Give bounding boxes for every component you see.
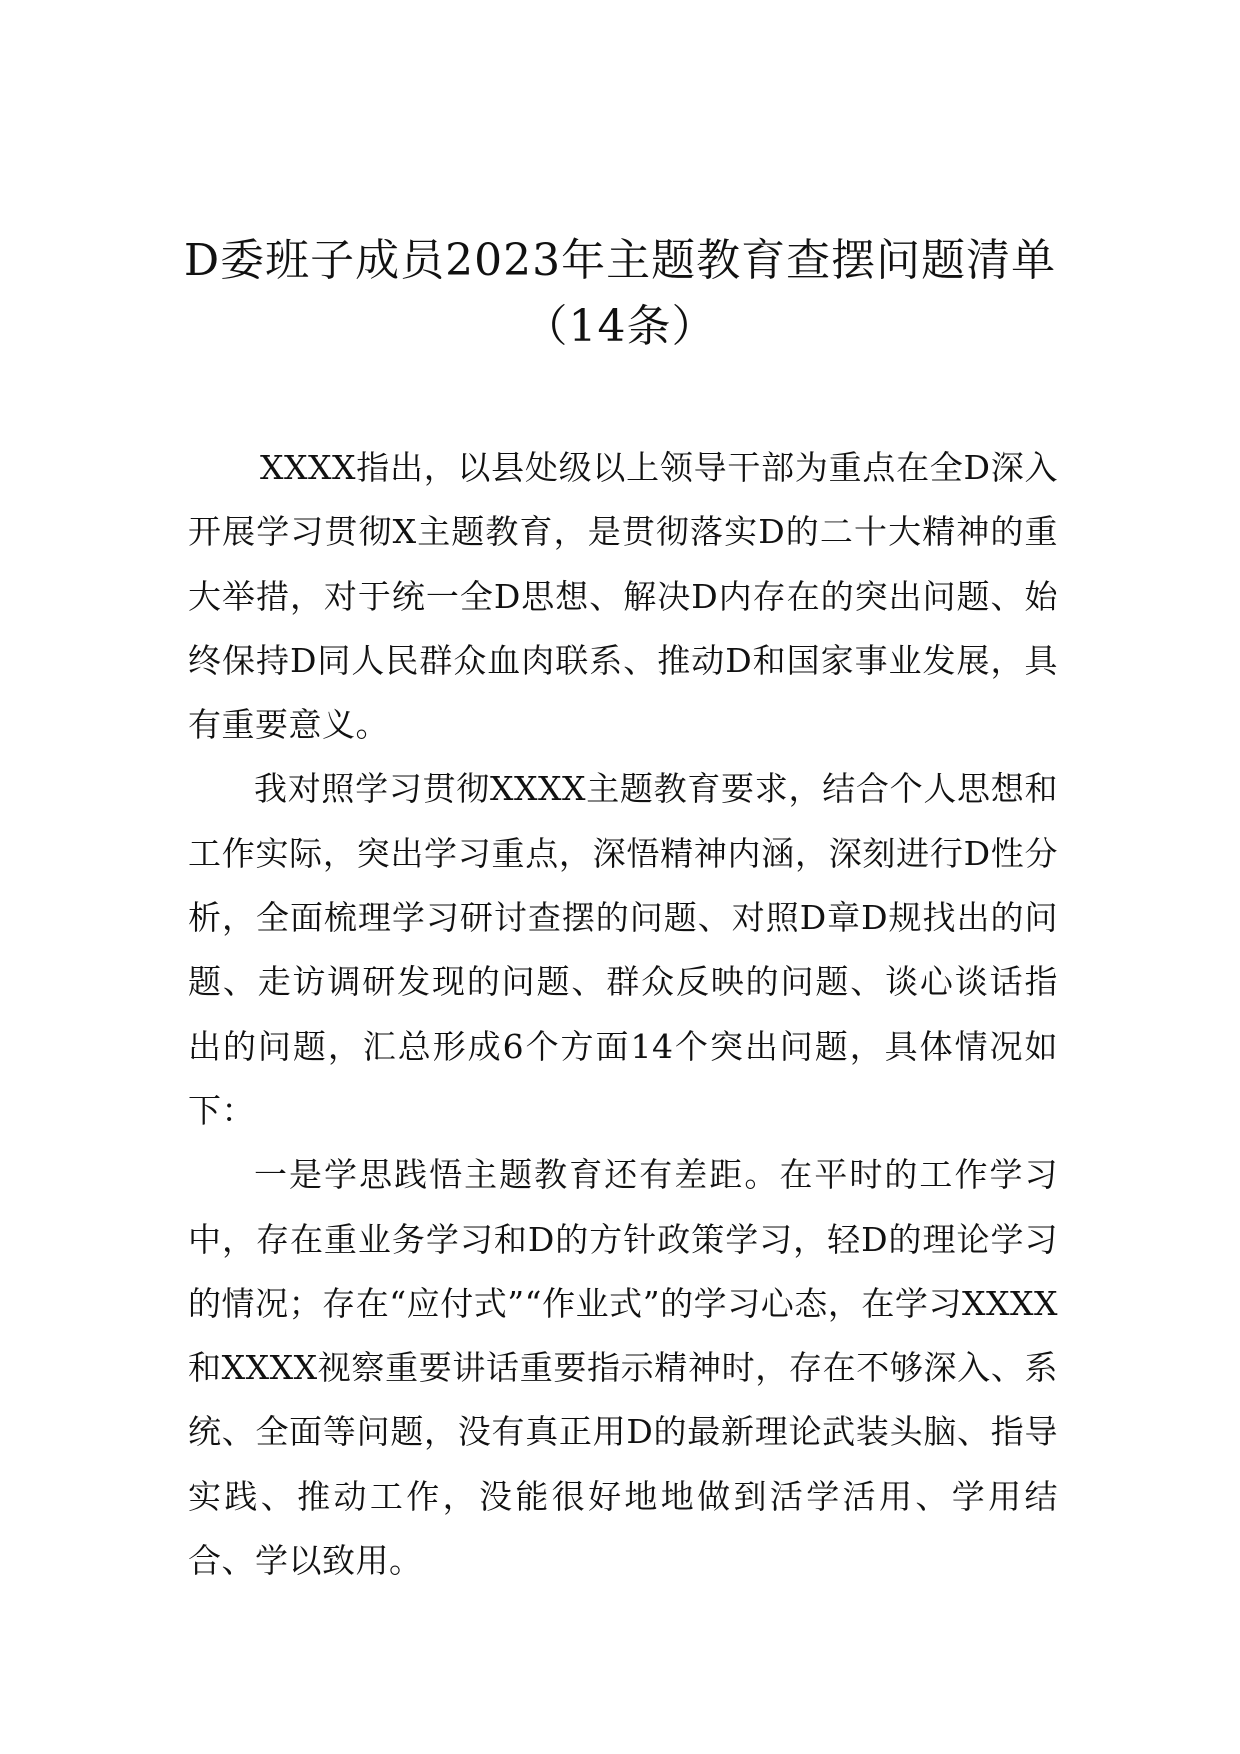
paragraph-summary: 我对照学习贯彻XXXX主题教育要求，结合个人思想和工作实际，突出学习重点，深悟精神内涵，深刻进行D性分析，全面梳理学习研讨查摆的问题、对照D章D规找出的问题、走访调研发现的问题、群众反映的问题、谈心谈话指出的问题，汇总形成6个方面14个突出问题，具体情况如下： (188, 769, 1058, 1130)
document-body (188, 436, 1058, 1593)
document-title: D委班子成员2023年主题教育查摆问题清单（14条） (183, 235, 1057, 352)
paragraph-issue-1: 一是学思践悟主题教育还有差距。在平时的工作学习中，存在重业务学习和D的方针政策学习，轻D的理论学习的情况；存在“应付式”“作业式”的学习心态，在学习XXXX和XXXX视察重要讲话重要指示精神时，存在不够深入、系统、全面等问题，没有真正用D的最新理论武装头脑、指导实践、推动工作，没能很好地地做到活学活用、学用结合、学以致用。 (188, 1155, 1058, 1581)
paragraph-intro: XXXX指出，以县处级以上领导干部为重点在全D深入开展学习贯彻X主题教育，是贯彻落实D的二十大精神的重大举措，对于统一全D思想、解决D内存在的突出问题、始终保持D同人民群众血肉联系、推动D和国家事业发展，具有重要意义。 (188, 448, 1058, 745)
